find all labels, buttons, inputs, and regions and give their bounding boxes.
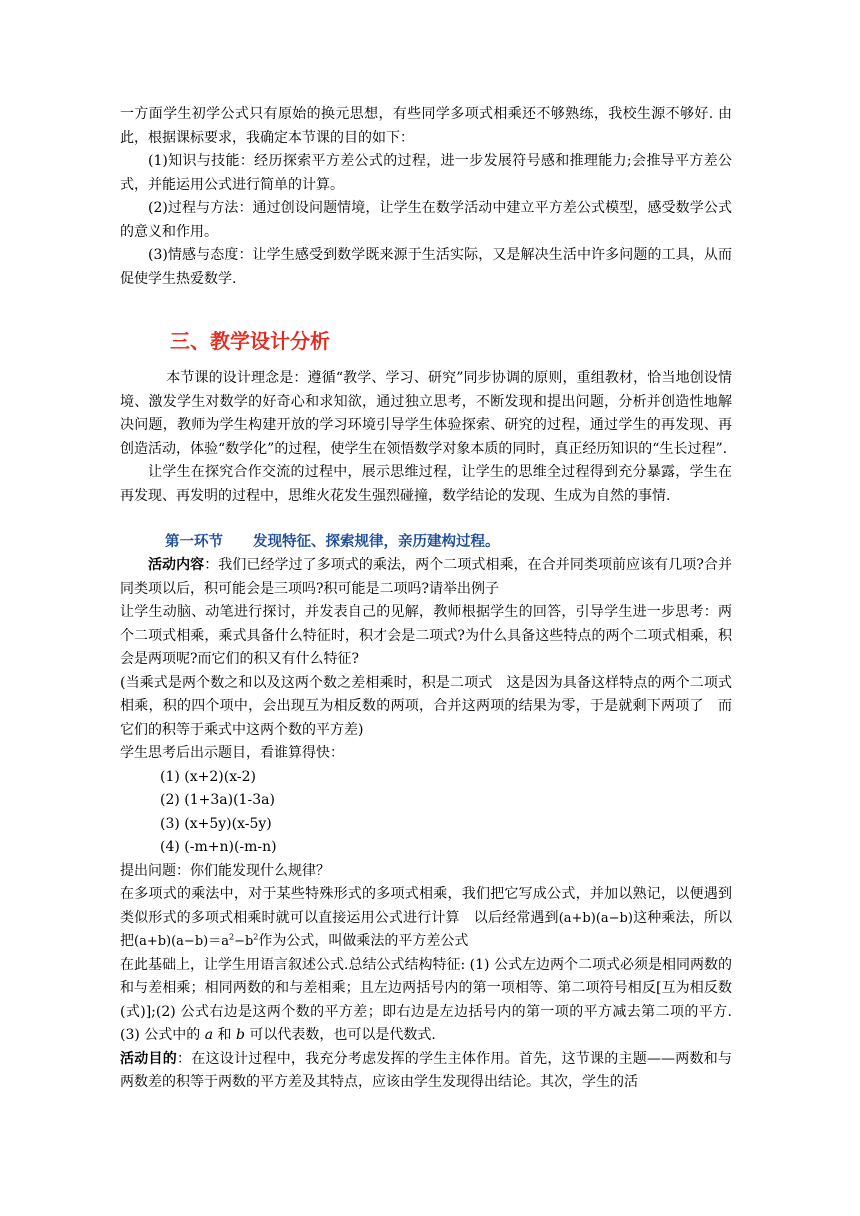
formula-text-c: 作为公式，叫做乘法的平方差公式 <box>258 933 469 949</box>
formula-expression: −b <box>234 934 254 949</box>
page-content <box>120 103 732 1095</box>
question-paragraph: 提出问题：你们能发现什么规律？ <box>120 862 330 879</box>
purpose-text: ：在这设计过程中，我充分考虑发挥的学生主体作用。首先，这节课的主题——两数和与两数差的积等于两数的平方差及其特点，应该由学生发现得出结论。其次，学生的活 <box>120 1050 733 1090</box>
purpose-paragraph <box>120 1048 732 1095</box>
problem-item: (4) (-m+n)(-m-n) <box>160 839 277 855</box>
summary-text-b: 可以代表数，也可以是代数式. <box>249 1027 436 1043</box>
goal-knowledge: (1)知识与技能：经历探索平方差公式的过程，进一步发展符号感和推理能力;会推导平方差公式，并能运用公式进行简单的计算。 <box>120 153 732 193</box>
variable-b: b <box>236 1027 245 1043</box>
purpose-label: 活动目的 <box>120 1050 177 1067</box>
formula-paragraph <box>120 883 732 954</box>
design-process-paragraph: 让学生在探究合作交流的过程中，展示思维过程，让学生的思维全过程得到充分暴露，学生在再发现、再发明的过程中，思维火花发生强烈碰撞，数学结论的发现、生成为自然的事情. <box>120 464 732 504</box>
activity-text: ：我们已经学过了多项式的乘法，两个二项式相乘，在合并同类项前应该有几项?合并同类项以后，积可能会是三项吗?积可能是二项吗?请举出例子 <box>120 557 732 597</box>
problem-item: (1) (x+2)(x-2) <box>160 768 256 785</box>
intro-paragraph: 一方面学生初学公式只有原始的换元思想，有些同学多项式相乘还不够熟练，我校生源不够好. 由此，根据课标要求，我确定本节课的目的如下： <box>120 106 732 146</box>
section-heading: 三、教学设计分析 <box>170 329 330 353</box>
formula-text-b: 这种乘法，所以把 <box>120 909 733 949</box>
problem-item: (3) (x+5y)(x-5y) <box>160 815 272 832</box>
formula-expression: (a+b)(a−b) <box>558 910 633 926</box>
step-title: 发现特征、探索规律，亲历建构过程。 <box>253 534 500 550</box>
guide-paragraph: 让学生动脑、动笔进行探讨，并发表自己的见解，教师根据学生的回答，引导学生进一步思考：两个二项式相乘，乘式具备什么特征时，积才会是二项式?为什么具备这些特点的两个二项式相乘，积会是两项呢?而它们的积又有什么特征? <box>120 604 732 667</box>
variable-a: a <box>204 1027 214 1043</box>
summary-text-a: 在此基础上，让学生用语言叙述公式.总结公式结构特征: (1) 公式左边两个二项式必须是相同两数的和与差相乘；相同两数的和与差相乘；且左边两括号内的第一项相等、第二项符号相反[互为相反数(式)];(2) 公式右边是这两个数的平方差；即右边是左边括号内的第一项的平方减去第二项的平方. (3) 公式中的 <box>120 956 732 1043</box>
summary-and: 和 <box>217 1027 232 1043</box>
formula-expression: (a+b)(a−b)＝a <box>134 934 229 949</box>
activity-content-paragraph <box>120 554 732 601</box>
problem-item: (2) (1+3a)(1-3a) <box>160 792 275 808</box>
explain-paragraph: (当乘式是两个数之和以及这两个数之差相乘时，积是二项式 这是因为具备这样特点的两个二项式相乘，积的四个项中，会出现互为相反数的两项，合并这两项的结果为零，于是就剩下两项了 而它们的积等于乘式中这两个数的平方差) <box>120 674 732 738</box>
formula-superscript: 2 <box>253 932 259 942</box>
step-label: 第一环节 <box>165 534 223 550</box>
goal-emotion: (3)情感与态度：让学生感受到数学既来源于生活实际，又是解决生活中许多问题的工具，从而促使学生热爱数学. <box>120 247 732 287</box>
formula-text-a: 在多项式的乘法中，对于某些特殊形式的多项式相乘，我们把它写成公式，并加以熟记，以便遇到类似形式的多项式相乘时就可以直接运用公式进行计算 以后经常遇到 <box>120 886 732 926</box>
summary-paragraph <box>120 954 732 1048</box>
think-paragraph: 学生思考后出示题目，看谁算得快： <box>120 745 344 761</box>
step-heading <box>165 530 732 554</box>
formula-superscript: 2 <box>228 932 235 942</box>
goal-process: (2)过程与方法：通过创设问题情境，让学生在数学活动中建立平方差公式模型，感受数学公式的意义和作用。 <box>120 200 732 240</box>
activity-label: 活动内容 <box>148 557 205 573</box>
design-concept-paragraph: 本节课的设计理念是：遵循“教学、学习、研究”同步协调的原则，重组教材，恰当地创设情境、激发学生对数学的好奇心和求知欲，通过独立思考，不断发现和提出问题，分析并创造性地解决问题，教师为学生构建开放的学习环境引导学生体验探索、研究的过程，通过学生的再发现、再创造活动，体验“数学化”的过程，使学生在领悟数学对象本质的同时，真正经历知识的“生长过程”. <box>120 370 732 457</box>
